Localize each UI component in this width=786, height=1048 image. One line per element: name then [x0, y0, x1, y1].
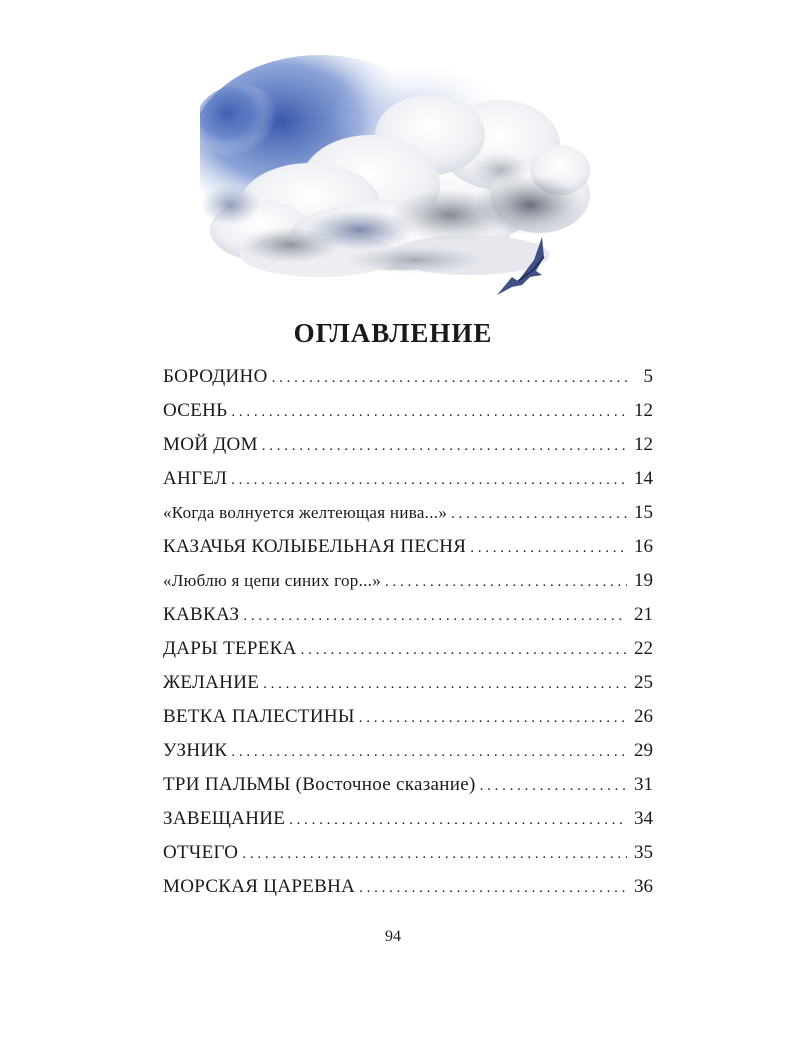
toc-entry-title: БОРОДИНО — [163, 366, 268, 387]
toc-entry[interactable] — [163, 672, 653, 706]
toc-entry-page: 5 — [643, 366, 653, 387]
dot-leader — [451, 506, 627, 523]
toc-entry-title: КАВКАЗ — [163, 604, 240, 625]
dot-leader — [231, 472, 627, 489]
toc-entry[interactable] — [163, 706, 653, 740]
toc-entry[interactable] — [163, 842, 653, 876]
dot-leader — [359, 710, 627, 727]
dot-leader — [289, 812, 627, 829]
dot-leader — [385, 574, 627, 591]
toc-entry-title: МОЙ ДОМ — [163, 434, 258, 455]
toc-entry-title: ОТЧЕГО — [163, 842, 239, 863]
toc-entry-title: АНГЕЛ — [163, 468, 228, 489]
toc-entry-page: 12 — [634, 400, 653, 421]
dot-leader — [231, 744, 627, 761]
toc-entry-page: 21 — [634, 604, 653, 625]
toc-entry-page: 36 — [634, 876, 653, 897]
toc-entry-title: ВЕТКА ПАЛЕСТИНЫ — [163, 706, 355, 727]
toc-entry-page: 15 — [634, 502, 653, 523]
toc-entry-page: 16 — [634, 536, 653, 557]
toc-entry-title: ДАРЫ ТЕРЕКА — [163, 638, 297, 659]
toc-entry[interactable] — [163, 570, 653, 604]
toc-entry-title: ОСЕНЬ — [163, 400, 228, 421]
toc-entry-title: ЗАВЕЩАНИЕ — [163, 808, 286, 829]
cloud-illustration — [200, 55, 600, 315]
toc-entry[interactable] — [163, 740, 653, 774]
toc-entry[interactable] — [163, 536, 653, 570]
toc-entry-page: 25 — [634, 672, 653, 693]
dot-leader — [242, 846, 627, 863]
toc-entry-page: 19 — [634, 570, 653, 591]
toc-entry[interactable] — [163, 638, 653, 672]
dot-leader — [263, 676, 627, 693]
toc-entry-page: 22 — [634, 638, 653, 659]
toc-entry-page: 26 — [634, 706, 653, 727]
dot-leader — [470, 540, 627, 557]
toc-entry[interactable] — [163, 400, 653, 434]
page-number: 94 — [385, 928, 401, 945]
dot-leader — [243, 608, 627, 625]
dot-leader — [272, 370, 627, 387]
toc-entry-page: 35 — [634, 842, 653, 863]
dot-leader — [480, 778, 627, 795]
table-of-contents — [163, 366, 653, 910]
toc-entry-page: 34 — [634, 808, 653, 829]
toc-entry-title: ТРИ ПАЛЬМЫ (Восточное сказание) — [163, 774, 476, 795]
toc-entry-title: УЗНИК — [163, 740, 228, 761]
toc-entry[interactable] — [163, 808, 653, 842]
toc-entry[interactable] — [163, 876, 653, 910]
toc-entry-title: «Когда волнуется желтеющая нива...» — [163, 503, 448, 522]
dot-leader — [262, 438, 627, 455]
dot-leader — [301, 642, 627, 659]
toc-entry[interactable] — [163, 502, 653, 536]
dot-leader — [359, 880, 627, 897]
toc-entry[interactable] — [163, 434, 653, 468]
dot-leader — [231, 404, 627, 421]
toc-entry-title: «Люблю я цепи синих гор...» — [163, 571, 382, 590]
toc-entry-title: ЖЕЛАНИЕ — [163, 672, 260, 693]
toc-entry[interactable] — [163, 604, 653, 638]
toc-entry[interactable] — [163, 468, 653, 502]
toc-entry-page: 14 — [634, 468, 653, 489]
toc-entry-page: 31 — [634, 774, 653, 795]
table-of-contents-heading: ОГЛАВЛЕНИЕ — [293, 318, 493, 348]
toc-entry[interactable] — [163, 366, 653, 400]
toc-entry-page: 12 — [634, 434, 653, 455]
toc-entry-page: 29 — [634, 740, 653, 761]
toc-entry[interactable] — [163, 774, 653, 808]
toc-entry-title: КАЗАЧЬЯ КОЛЫБЕЛЬНАЯ ПЕСНЯ — [163, 536, 467, 557]
toc-entry-title: МОРСКАЯ ЦАРЕВНА — [163, 876, 356, 897]
